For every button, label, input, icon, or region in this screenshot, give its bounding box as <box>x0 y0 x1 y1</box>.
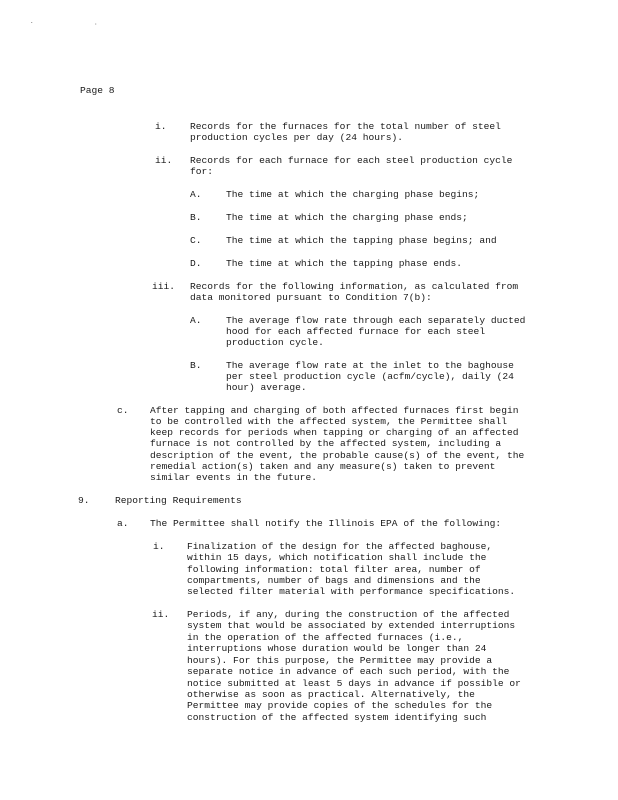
body-text-line: similar events in the future. <box>150 472 317 483</box>
body-text-line: within 15 days, which notification shall include the <box>187 552 487 563</box>
body-text-line: Records for each furnace for each steel production cycle <box>190 155 513 166</box>
body-text-line: The time at which the tapping phase ends. <box>226 258 463 269</box>
body-text-line: hours). For this purpose, the Permittee may provide a <box>187 655 493 666</box>
list-item-number: i. <box>153 541 165 552</box>
body-text-line: separate notice in advance of each such period, with the <box>187 666 510 677</box>
body-text-line: notice submitted at least 5 days in advance if possible or <box>187 678 521 689</box>
body-text-line: production cycle. <box>226 337 324 348</box>
body-text-line: description of the event, the probable cause(s) of the event, the <box>150 450 525 461</box>
body-text-line: production cycles per day (24 hours). <box>190 132 404 143</box>
body-text-line: otherwise as soon as practical. Alternatively, the <box>187 689 475 700</box>
body-text-line: The average flow rate at the inlet to the baghouse <box>226 360 514 371</box>
list-item-number: i. <box>155 121 167 132</box>
body-text-line: The time at which the charging phase ends; <box>226 212 468 223</box>
list-item-number: a. <box>117 518 129 529</box>
body-text-line: for: <box>190 166 214 177</box>
body-text-line: system that would be associated by extended interruptions <box>187 620 516 631</box>
section-number: 9. <box>78 495 90 506</box>
page-number: Page 8 <box>80 85 115 96</box>
body-text-line: to be controlled with the affected system, the Permittee shall <box>150 416 507 427</box>
list-item-number: iii. <box>152 281 176 292</box>
body-text-line: furnace is not controlled by the affected system, including a <box>150 438 502 449</box>
list-item-number: A. <box>190 189 202 200</box>
body-text-line: The time at which the charging phase begins; <box>226 189 480 200</box>
list-item-number: ii. <box>155 155 173 166</box>
body-text-line: hour) average. <box>226 382 307 393</box>
body-text-line: Permittee may provide copies of the schedules for the <box>187 700 493 711</box>
scan-speck: · <box>94 21 98 28</box>
list-item-number: C. <box>190 235 202 246</box>
list-item-number: D. <box>190 258 202 269</box>
body-text-line: remedial action(s) taken and any measure(s) taken to prevent <box>150 461 496 472</box>
section-heading: Reporting Requirements <box>115 495 242 506</box>
body-text-line: compartments, number of bags and dimensions and the <box>187 575 481 586</box>
body-text-line: construction of the affected system identifying such <box>187 712 487 723</box>
body-text-line: The average flow rate through each separately ducted <box>226 315 526 326</box>
body-text-line: The time at which the tapping phase begins; and <box>226 235 497 246</box>
body-text-line: Periods, if any, during the construction of the affected <box>187 609 510 620</box>
body-text-line: following information: total filter area, number of <box>187 564 481 575</box>
body-text-line: Records for the following information, as calculated from <box>190 281 519 292</box>
body-text-line: The Permittee shall notify the Illinois EPA of the following: <box>150 518 502 529</box>
body-text-line: selected filter material with performance specifications. <box>187 586 516 597</box>
body-text-line: per steel production cycle (acfm/cycle), daily (24 <box>226 371 514 382</box>
body-text-line: interruptions whose duration would be longer than 24 <box>187 643 487 654</box>
scan-speck: . <box>30 18 34 25</box>
body-text-line: Finalization of the design for the affected baghouse, <box>187 541 493 552</box>
list-item-number: B. <box>190 212 202 223</box>
list-item-number: ii. <box>152 609 170 620</box>
list-item-number: A. <box>190 315 202 326</box>
body-text-line: After tapping and charging of both affected furnaces first begin <box>150 405 519 416</box>
body-text-line: keep records for periods when tapping or charging of an affected <box>150 427 519 438</box>
body-text-line: Records for the furnaces for the total number of steel <box>190 121 501 132</box>
body-text-line: data monitored pursuant to Condition 7(b): <box>190 292 432 303</box>
body-text-line: in the operation of the affected furnaces (i.e., <box>187 632 464 643</box>
list-item-number: c. <box>117 405 129 416</box>
list-item-number: B. <box>190 360 202 371</box>
body-text-line: hood for each affected furnace for each steel <box>226 326 486 337</box>
